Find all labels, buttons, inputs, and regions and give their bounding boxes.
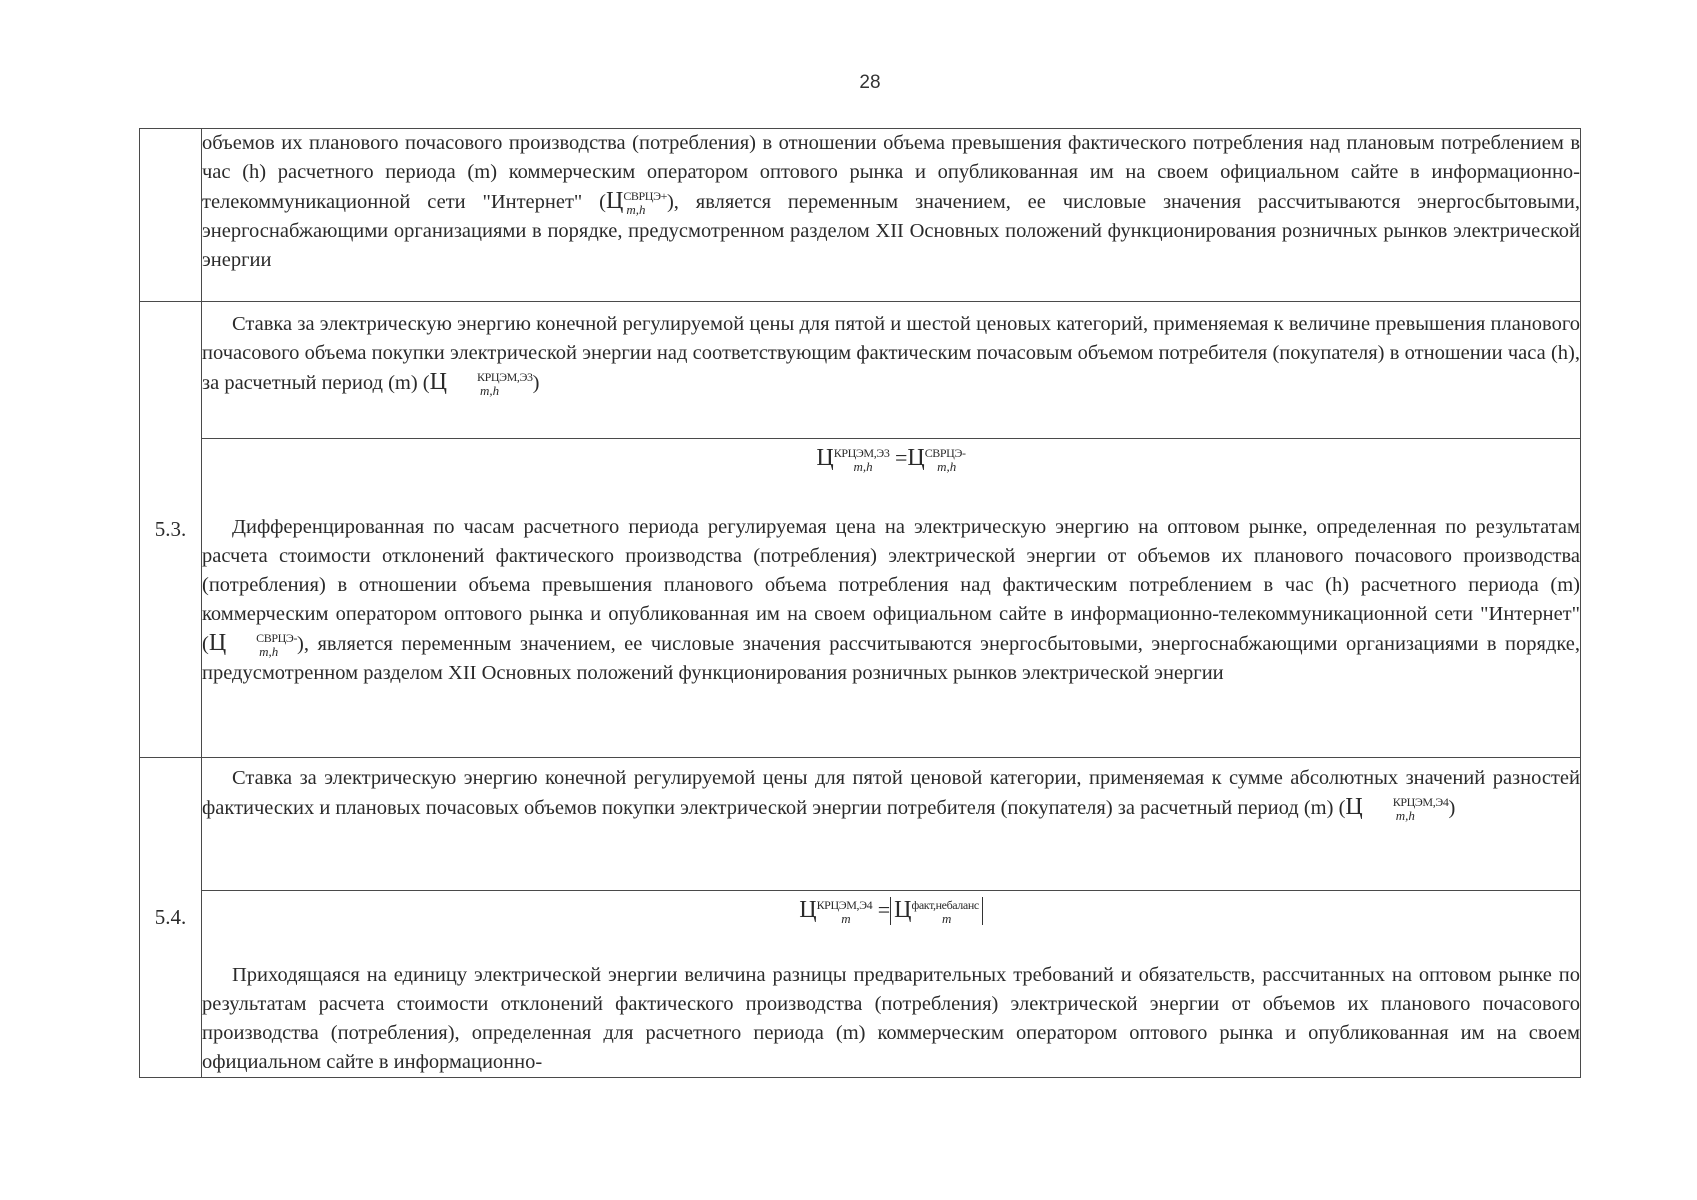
page-number: 28: [859, 72, 881, 93]
table-row-continuation: [140, 129, 1581, 302]
formula-5-3: Ц КРЦЭМ,Э3 m,h =Ц СВРЦЭ- m,h: [816, 445, 966, 474]
continuation-text-part1: объемов их планового почасового производства (потребления) в отношении объема превышения фактического потребления над плановым потреблением в час (h) расчетного периода (m) коммерческим оператором оптового рынка и опубликованная им на своем официальном сайте в информационно-телекоммуникационной сети "Интернет": [202, 132, 1580, 213]
price-symbol-svrce-minus: (Ц СВРЦЭ- m,h ): [202, 629, 304, 660]
price-symbol-svrce-plus: (Ц СВРЦЭ+ m,h ): [599, 188, 674, 218]
table-row-5-3: [140, 302, 1581, 439]
definition-text-5-3: Дифференцированная по часам расчетного периода регулируемая цена на электрическую энергию на оптовом рынке, определенная по результатам расчета стоимости отклонений фактического производства (потребления) электрической энергии от объемов их планового почасового производства (потребления) в отношении объема превышения планового объема потребления над фактическим потреблением в час (h) расчетного периода (m) коммерческим оператором оптового рынка и опубликованная им на своем официальном сайте в информационно-телекоммуникационной сети "Интернет" (Ц СВРЦЭ- m,h ), является переменным значением, ее числовые значения рассчитываются энергосбытовыми, энергоснабжающими организациями в порядке, предусмотренном разделом XII Основных положений функционирования розничных рынков электрической энергии: [202, 515, 1580, 684]
row-number-5-3: 5.3.: [140, 302, 202, 758]
formula-cell-5-4: [202, 891, 1581, 1078]
table-row-5-4: [140, 758, 1581, 891]
row-number-5-4: 5.4.: [140, 758, 202, 1078]
price-symbol-krcem-e4: (Ц КРЦЭМ,Э4 m,h ): [1338, 794, 1456, 824]
formula-5-4: Ц КРЦЭМ,Э4 m = Ц факт,небаланс m: [202, 891, 1580, 925]
definition-text-5-4: Приходящаяся на единицу электрической энергии величина разницы предварительных требований и обязательств, рассчитанных на оптовом рынке по результатам расчета стоимости отклонений фактического производства (потребления) электрической энергии от объемов их планового почасового производства (потребления), определенная для расчетного периода (m) коммерческим оператором оптового рынка и опубликованная им на своем официальном сайте в информационно-: [202, 963, 1580, 1073]
continuation-text: [202, 129, 1580, 275]
rate-description-5-3: [202, 302, 1581, 439]
rate-text-5-3: Ставка за электрическую энергию конечной регулируемой цены для пятой и шестой ценовых категорий, применяемая к величине превышения планового почасового объема покупки электрической энергии над соответствующим фактическим почасовым объемом потребителя (покупателя) в отношении часа (h), за расчетный период (m) (Ц КРЦЭМ,Э3 m,h ): [202, 313, 1580, 399]
continuation-cell: [202, 129, 1581, 302]
rate-description-5-4: [202, 758, 1581, 891]
continuation-text-part2: , является переменным значением, ее числовые значения рассчитываются энергосбытовыми, энергоснабжающими организациями в порядке, предусмотренном разделом XII Основных положений функционирования розничных рынков электрической энергии: [202, 191, 1580, 271]
table-row-5-3-formula: [140, 439, 1581, 758]
table-row-5-4-formula: [140, 891, 1581, 1078]
price-symbol-krcem-e3: (Ц КРЦЭМ,Э3 m,h ): [422, 369, 540, 399]
row-number-empty: [140, 129, 202, 302]
regulation-table: [139, 128, 1581, 1078]
formula-cell-5-3: [202, 439, 1581, 758]
rate-text-5-4: Ставка за электрическую энергию конечной регулируемой цены для пятой ценовой категории, применяемая к сумме абсолютных значений разностей фактических и плановых почасовых объемов покупки электрической энергии потребителя (покупателя) за расчетный период (m) (Ц КРЦЭМ,Э4 m,h ): [202, 767, 1580, 824]
